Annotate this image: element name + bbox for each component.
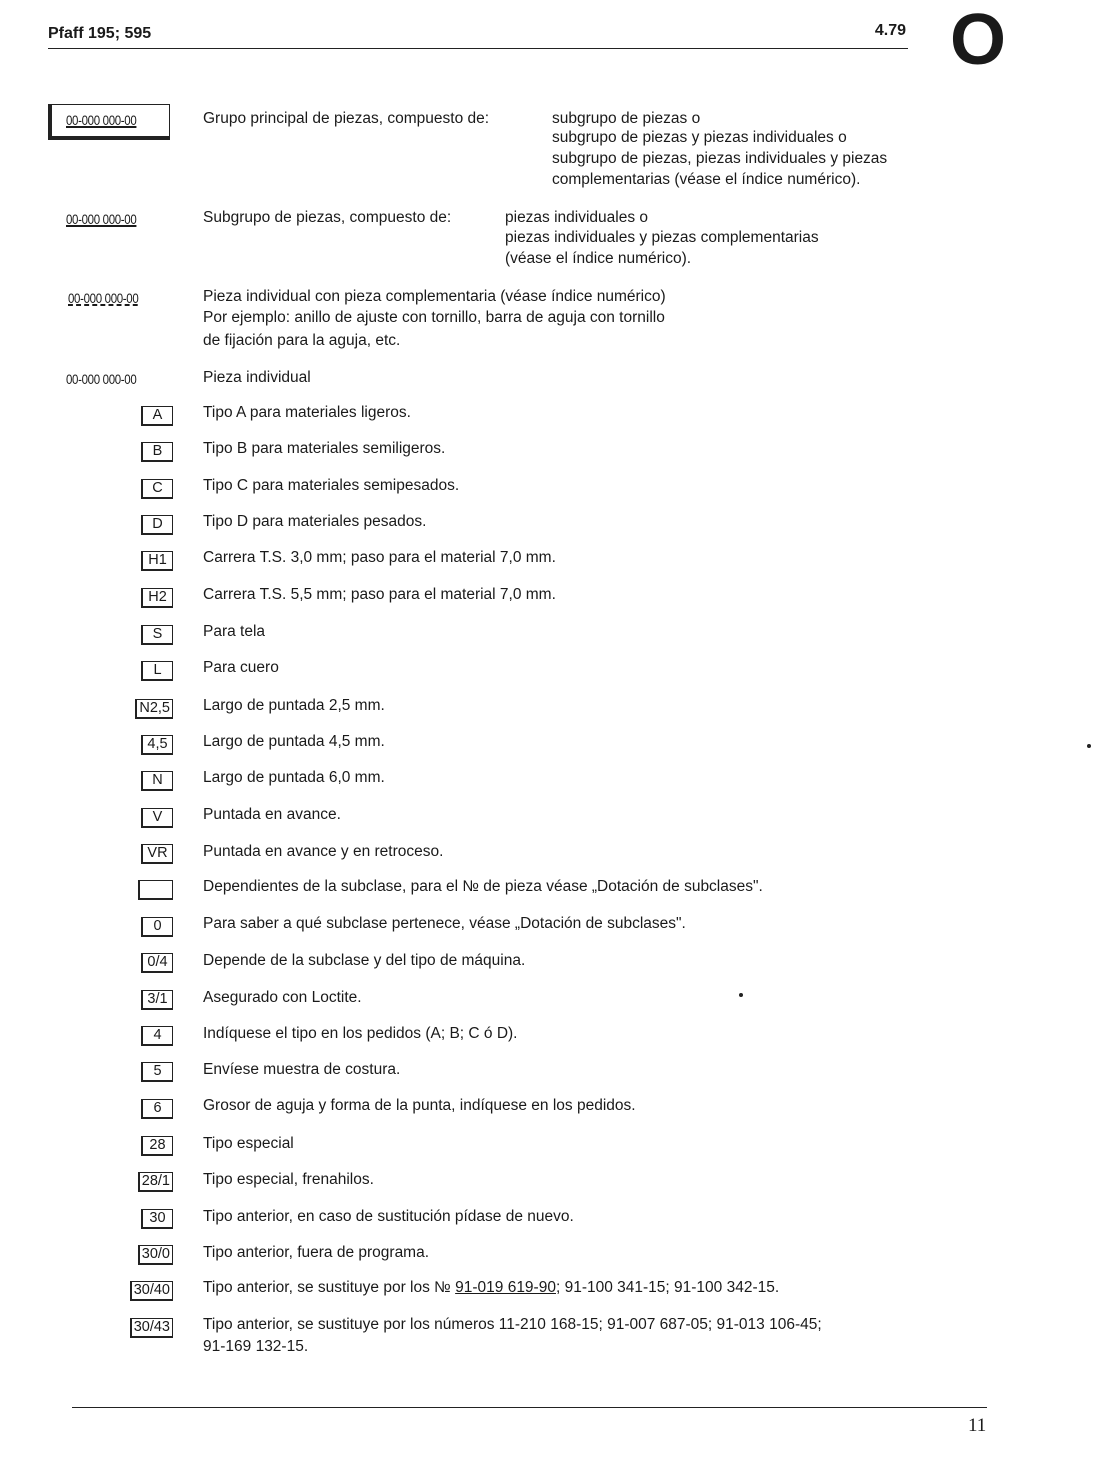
section-letter: O: [950, 0, 1007, 80]
complement-piece-line: Pieza individual con pieza complementaria (véase índice numérico): [203, 288, 666, 305]
badge-type-d: D: [141, 515, 173, 535]
badge-type-c: C: [141, 479, 173, 499]
legend-text: [203, 1277, 779, 1298]
main-group-code: 00-000 000-00: [66, 112, 137, 128]
subgroup-label: Subgrupo de piezas, compuesto de:: [203, 209, 452, 226]
badge-28-1: 28/1: [138, 1172, 173, 1192]
legend-text: 91-169 132-15.: [203, 1338, 309, 1355]
legend-text: Depende de la subclase y del tipo de máquina.: [203, 952, 526, 969]
badge-30-0: 30/0: [138, 1245, 173, 1265]
scan-speck: [739, 993, 743, 997]
part-number-reference: 91-019 619-90: [455, 1279, 556, 1296]
legend-text: Tipo D para materiales pesados.: [203, 513, 427, 530]
badge-30-40: 30/40: [130, 1281, 173, 1301]
subgroup-item: piezas individuales o: [505, 209, 649, 226]
legend-text: Largo de puntada 2,5 mm.: [203, 697, 385, 714]
legend-text: Tipo anterior, fuera de programa.: [203, 1244, 430, 1261]
legend-text: Envíese muestra de costura.: [203, 1061, 401, 1078]
footer-rule: [72, 1407, 987, 1408]
badge-4: 4: [141, 1026, 173, 1046]
legend-text: Indíquese el tipo en los pedidos (A; B; C ó D).: [203, 1025, 518, 1042]
badge-0: 0: [141, 917, 173, 937]
complement-piece-line: Por ejemplo: anillo de ajuste con tornillo, barra de aguja con tornillo: [203, 309, 665, 326]
legend-text: Para cuero: [203, 659, 279, 676]
legend-text: Tipo especial, frenahilos.: [203, 1171, 374, 1188]
badge-empty: [138, 880, 173, 900]
scan-speck: [1087, 744, 1091, 748]
legend-text: Puntada en avance.: [203, 806, 341, 823]
legend-text-part: Tipo anterior, se sustituye por los №: [203, 1279, 456, 1296]
legend-text: Largo de puntada 6,0 mm.: [203, 769, 385, 786]
document-date: 4.79: [874, 22, 906, 39]
badge-3-1: 3/1: [141, 990, 173, 1010]
individual-piece-code: 00-000 000-00: [66, 371, 137, 387]
badge-n: N: [141, 771, 173, 791]
complement-piece-code: 00-000 000-00: [68, 290, 139, 306]
badge-n2-5: N2,5: [135, 699, 173, 719]
page-header: [48, 22, 908, 49]
badge-l: L: [141, 661, 173, 681]
badge-v: V: [141, 808, 173, 828]
main-group-label: Grupo principal de piezas, compuesto de:: [203, 110, 490, 127]
subgroup-item: piezas individuales y piezas complementarias: [505, 229, 819, 246]
legend-text-part: ; 91-100 341-15; 91-100 342-15.: [555, 1279, 780, 1296]
complement-piece-line: de fijación para la aguja, etc.: [203, 332, 401, 349]
badge-6: 6: [141, 1099, 173, 1119]
badge-vr: VR: [141, 844, 173, 864]
legend-text: Tipo B para materiales semiligeros.: [203, 440, 446, 457]
badge-5: 5: [141, 1062, 173, 1082]
legend-text: Carrera T.S. 3,0 mm; paso para el material 7,0 mm.: [203, 549, 556, 566]
badge-30: 30: [141, 1209, 173, 1229]
badge-h1: H1: [141, 551, 173, 571]
legend-text: Tipo anterior, se sustituye por los números 11-210 168-15; 91-007 687-05; 91-013 106-45;: [203, 1316, 822, 1333]
legend-text: Puntada en avance y en retroceso.: [203, 843, 444, 860]
badge-type-b: B: [141, 442, 173, 462]
main-group-item: subgrupo de piezas, piezas individuales y piezas: [552, 150, 888, 167]
legend-text: Largo de puntada 4,5 mm.: [203, 733, 385, 750]
main-group-item: complementarias (véase el índice numérico).: [552, 171, 861, 188]
badge-0-4: 0/4: [141, 953, 173, 973]
legend-text: Grosor de aguja y forma de la punta, indíquese en los pedidos.: [203, 1097, 636, 1114]
page-number: 11: [968, 1415, 987, 1436]
legend-text: Dependientes de la subclase, para el № de pieza véase „Dotación de subclases".: [203, 878, 763, 895]
legend-text: Asegurado con Loctite.: [203, 989, 362, 1006]
legend-text: Carrera T.S. 5,5 mm; paso para el material 7,0 mm.: [203, 586, 556, 603]
individual-piece-label: Pieza individual: [203, 369, 311, 386]
legend-text: Tipo A para materiales ligeros.: [203, 404, 411, 421]
main-group-item: subgrupo de piezas o: [552, 110, 701, 127]
legend-text: Para tela: [203, 623, 266, 640]
legend-text: Tipo anterior, en caso de sustitución pídase de nuevo.: [203, 1208, 574, 1225]
badge-30-43: 30/43: [130, 1318, 173, 1338]
legend-text: Tipo C para materiales semipesados.: [203, 477, 460, 494]
legend-text: Para saber a qué subclase pertenece, véase „Dotación de subclases".: [203, 915, 686, 932]
document-title: Pfaff 195; 595: [48, 25, 152, 42]
badge-h2: H2: [141, 588, 173, 608]
legend-text: Tipo especial: [203, 1135, 294, 1152]
subgroup-code: 00-000 000-00: [66, 211, 137, 227]
subgroup-item: (véase el índice numérico).: [505, 250, 692, 267]
badge-4-5: 4,5: [141, 735, 173, 755]
badge-s: S: [141, 625, 173, 645]
badge-28: 28: [141, 1136, 173, 1156]
badge-type-a: A: [141, 406, 173, 426]
main-group-item: subgrupo de piezas y piezas individuales o: [552, 129, 847, 146]
